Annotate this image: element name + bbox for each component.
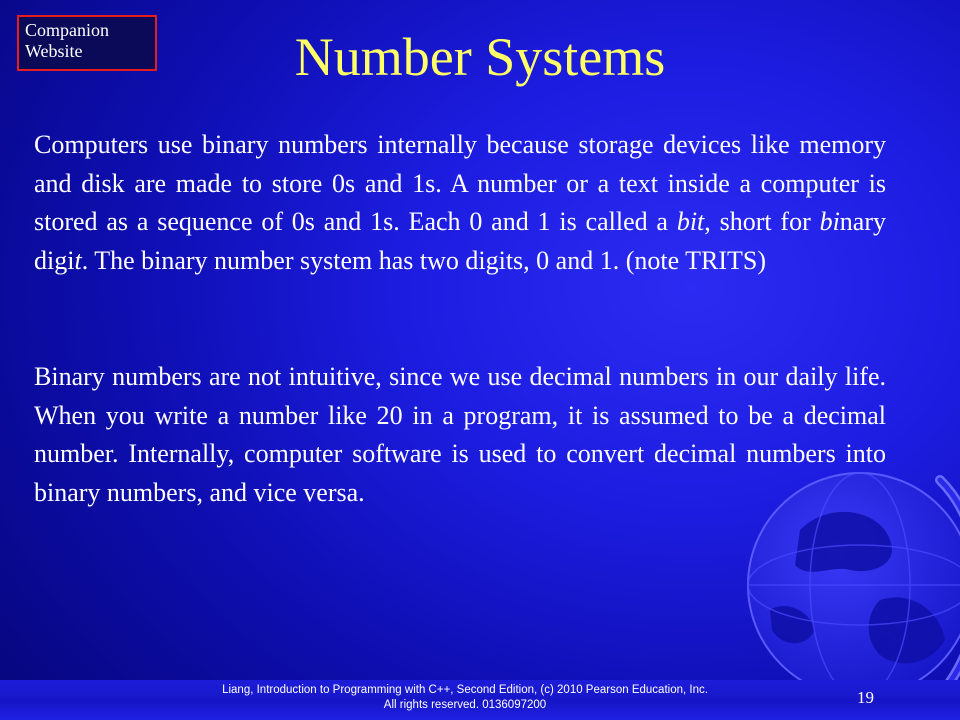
paragraph-binary-storage [34,126,886,280]
footer-rights: All rights reserved. 0136097200 [383,699,547,711]
footer-copyright: Liang, Introduction to Programming with C++, Second Edition, (c) 2010 Pearson Education, Inc. [222,684,708,696]
paragraph1-term-bi: bi [819,207,840,236]
paragraph1-text-4: . The binary number system has two digits, 0 and 1. (note TRITS) [81,245,767,275]
companion-label-line2: Website [25,41,83,61]
page-number: 19 [857,688,874,707]
slide-footer [0,680,960,720]
paragraph1-term-bit: bit [676,207,705,236]
paragraph1-text-2: , short for [704,207,820,236]
companion-label-line1: Companion [25,20,109,40]
paragraph1-text-3: nary digi [34,207,886,275]
paragraph1-term-t: t [74,245,82,275]
slide-title: Number Systems [294,27,666,87]
paragraph-binary-intuition: Binary numbers are not intuitive, since we use decimal numbers in our daily life. When you write a number like 20 in a program, it is assumed to be a decimal number. Internally, computer software is used to convert decimal numbers into binary numbers, and vice versa. [34,362,886,507]
paragraph1-text-1: Computers use binary numbers internally because storage devices like memory and disk are made to store 0s and 1s. A number or a text inside a computer is stored as a sequence of 0s and 1s. Each 0 and 1 is called a [34,130,886,236]
